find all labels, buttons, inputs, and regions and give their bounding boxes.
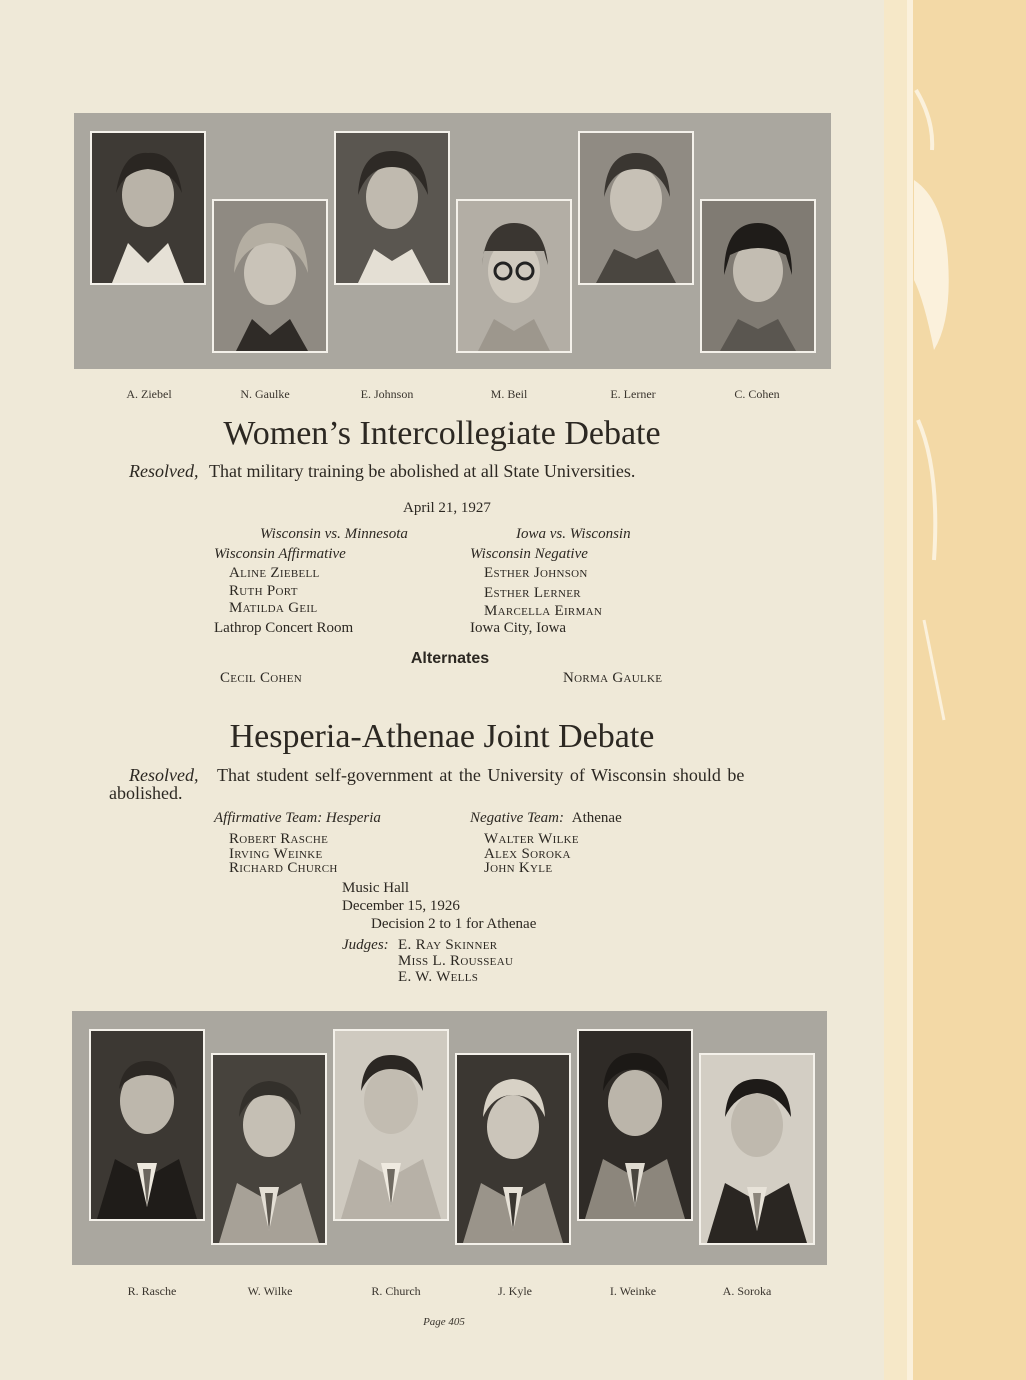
- resolved-label: Resolved,: [129, 461, 199, 481]
- resolution: [129, 461, 635, 482]
- team-member: Alex Soroka: [484, 846, 571, 862]
- team-member: Esther Johnson: [484, 565, 588, 581]
- photo-caption: R. Rasche: [127, 1284, 177, 1298]
- portrait-photo: [456, 199, 572, 353]
- portrait-photo: [212, 199, 328, 353]
- photo-caption: E. Lerner: [610, 387, 656, 401]
- section-title: Hesperia-Athenae Joint Debate: [229, 718, 655, 755]
- resolution-text: That military training be abolished at all State Universities.: [208, 461, 636, 481]
- match-heading: Iowa vs. Wisconsin: [516, 526, 631, 542]
- team-member: Walter Wilke: [484, 831, 579, 847]
- team-member: Matilda Geil: [229, 600, 318, 616]
- team-member: Robert Rasche: [229, 831, 329, 847]
- venue: Lathrop Concert Room: [214, 620, 354, 636]
- team-label: Wisconsin Affirmative: [214, 546, 346, 562]
- team-member: Esther Lerner: [484, 585, 581, 601]
- portrait-photo: [578, 131, 694, 285]
- alternates-heading: Alternates: [410, 650, 490, 667]
- judge-name: E. Ray Skinner: [398, 937, 498, 953]
- team-member: Aline Ziebell: [229, 565, 320, 581]
- venue: Iowa City, Iowa: [470, 620, 567, 636]
- debate-date: December 15, 1926: [342, 898, 460, 914]
- photo-caption: N. Gaulke: [240, 387, 290, 401]
- page-number: Page 405: [423, 1316, 465, 1328]
- section-title: Women’s Intercollegiate Debate: [223, 415, 661, 452]
- team-member: John Kyle: [484, 860, 553, 876]
- debate-date: April 21, 1927: [403, 500, 491, 516]
- ornament-decoration: [904, 0, 964, 1380]
- negative-team-label: Negative Team:: [470, 810, 565, 826]
- judges-label: Judges:: [342, 937, 389, 953]
- photo-caption: C. Cohen: [734, 387, 780, 401]
- team-member: Marcella Eirman: [484, 603, 603, 619]
- match-heading: Wisconsin vs. Minnesota: [260, 526, 408, 542]
- portrait-photo: [211, 1053, 327, 1245]
- page-edge: [884, 0, 1026, 1380]
- portrait-photo: [333, 1029, 449, 1221]
- alternate-name: Cecil Cohen: [220, 670, 303, 686]
- resolution-text: That student self-government at the University of Wisconsin should be: [216, 765, 745, 785]
- judge-name: E. W. Wells: [398, 969, 479, 985]
- team-member: Ruth Port: [229, 583, 298, 599]
- team-member: Richard Church: [229, 860, 338, 876]
- top-photo-strip: [74, 113, 831, 369]
- resolution-continued: abolished.: [109, 783, 183, 803]
- judge-name: Miss L. Rousseau: [398, 953, 514, 969]
- portrait-photo: [577, 1029, 693, 1221]
- portrait-photo: [334, 131, 450, 285]
- negative-team-name: Athenae: [571, 810, 622, 826]
- team-label: Wisconsin Negative: [470, 546, 588, 562]
- alternate-name: Norma Gaulke: [563, 670, 663, 686]
- venue: Music Hall: [342, 880, 410, 896]
- photo-caption: R. Church: [371, 1284, 421, 1298]
- team-member: Irving Weinke: [229, 846, 323, 862]
- portrait-photo: [700, 199, 816, 353]
- decision: Decision 2 to 1 for Athenae: [371, 916, 537, 932]
- photo-caption: M. Beil: [490, 387, 528, 401]
- resolution: [129, 765, 744, 786]
- photo-caption: A. Ziebel: [126, 387, 172, 401]
- bottom-photo-strip: [72, 1011, 827, 1265]
- portrait-photo: [455, 1053, 571, 1245]
- photo-caption: W. Wilke: [247, 1284, 293, 1298]
- team-label: Affirmative Team: Hesperia: [214, 810, 381, 826]
- photo-caption: I. Weinke: [609, 1284, 657, 1298]
- portrait-photo: [90, 131, 206, 285]
- photo-caption: E. Johnson: [360, 387, 414, 401]
- resolved-label: Resolved,: [129, 765, 199, 785]
- portrait-photo: [699, 1053, 815, 1245]
- photo-caption: A. Soroka: [722, 1284, 772, 1298]
- portrait-photo: [89, 1029, 205, 1221]
- team-label: [470, 810, 622, 827]
- photo-caption: J. Kyle: [498, 1284, 532, 1298]
